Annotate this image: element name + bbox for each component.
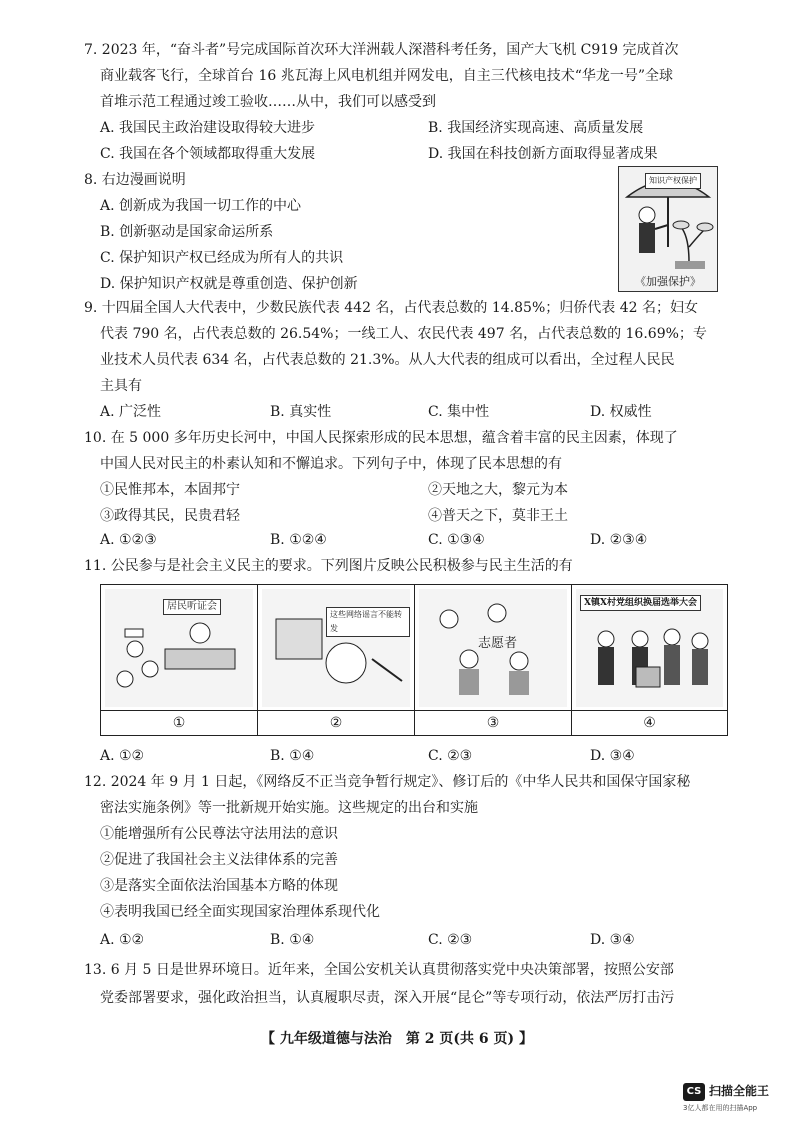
protection-cartoon [618, 166, 718, 292]
q11-picture-1 [101, 585, 258, 735]
q10-statement-4: ④普天之下，莫非王土 [428, 508, 568, 524]
q9-option-c: C. 集中性 [428, 404, 490, 420]
q12-option-b: B. ①④ [270, 932, 315, 948]
q12-statement-2: ②促进了我国社会主义法律体系的完善 [100, 852, 338, 868]
q12-line-1: 12. 2024 年 9 月 1 日起，《网络反不正当竞争暂行规定》、修订后的《中华人民共和国保守国家秘 [84, 774, 691, 790]
q7-line-2: 商业载客飞行，全球首台 16 兆瓦海上风电机组并网发电，自主三代核电技术“华龙一号”全球 [100, 68, 674, 84]
q8-stem: 8. 右边漫画说明 [84, 172, 186, 188]
q7-option-c: C. 我国在各个领域都取得重大发展 [100, 146, 316, 162]
q11-option-b: B. ①④ [270, 748, 315, 764]
q12-option-d: D. ③④ [590, 932, 635, 948]
picture-3-number: ③ [415, 710, 571, 735]
q7-line-3: 首堆示范工程通过竣工验收……从中，我们可以感受到 [100, 94, 436, 110]
picture-2-number: ② [258, 710, 414, 735]
q10-statement-1: ①民惟邦本，本固邦宁 [100, 482, 240, 498]
q11-picture-2 [258, 585, 415, 735]
q11-option-a: A. ①② [100, 748, 145, 764]
election-illustration [576, 589, 723, 707]
q8-option-b: B. 创新驱动是国家命运所系 [100, 224, 274, 240]
picture-1-number: ① [101, 710, 257, 735]
q7-line-1: 7. 2023 年，“奋斗者”号完成国际首次环大洋洲载人深潜科考任务，国产大飞机 C919 完成首次 [84, 42, 679, 58]
q8-option-d: D. 保护知识产权就是尊重创造、保护创新 [100, 276, 358, 292]
q12-line-2: 密法实施条例》等一批新规开始实施。这些规定的出台和实施 [100, 800, 478, 816]
q11-stem: 11. 公民参与是社会主义民主的要求。下列图片反映公民积极参与民主生活的有 [84, 558, 573, 574]
scanner-app-name: 扫描全能王 [709, 1084, 770, 1098]
q10-statement-2: ②天地之大，黎元为本 [428, 482, 568, 498]
q10-line-2: 中国人民对民主的朴素认知和不懈追求。下列句子中，体现了民本思想的有 [100, 456, 562, 472]
q9-line-4: 主具有 [100, 378, 142, 394]
q9-option-b: B. 真实性 [270, 404, 332, 420]
q10-line-1: 10. 在 5 000 多年历史长河中，中国人民探索形成的民本思想，蕴含着丰富的民主因素，体现了 [84, 430, 678, 446]
q7-option-a: A. 我国民主政治建设取得较大进步 [100, 120, 316, 136]
q11-option-c: C. ②③ [428, 748, 473, 764]
q11-picture-table [100, 584, 728, 736]
hearing-illustration [105, 589, 253, 707]
q8-option-c: C. 保护知识产权已经成为所有人的共识 [100, 250, 344, 266]
q12-statement-1: ①能增强所有公民尊法守法用法的意识 [100, 826, 338, 842]
q9-line-3: 业技术人员代表 634 名，占代表总数的 21.3%。从人大代表的组成可以看出，全过程人民民 [100, 352, 675, 368]
q8-option-a: A. 创新成为我国一切工作的中心 [100, 198, 302, 214]
q9-option-d: D. 权威性 [590, 404, 652, 420]
cartoon-umbrella-label: 知识产权保护 [645, 173, 701, 189]
q10-option-b: B. ①②④ [270, 532, 327, 548]
q11-option-d: D. ③④ [590, 748, 635, 764]
page-footer: 【 九年级道德与法治 第 2 页(共 6 页) 】 [261, 1031, 533, 1047]
q12-option-c: C. ②③ [428, 932, 473, 948]
q12-statement-4: ④表明我国已经全面实现国家治理体系现代化 [100, 904, 380, 920]
picture-2-label: 这些网络谣言不能转发 [326, 607, 410, 637]
q9-line-1: 9. 十四届全国人大代表中，少数民族代表 442 名，占代表总数的 14.85%；归侨代表 42 名；妇女 [84, 300, 698, 316]
q11-picture-3 [415, 585, 572, 735]
picture-3-label: 志愿者 [478, 636, 518, 651]
q13-line-2: 党委部署要求，强化政治担当，认真履职尽责，深入开展“昆仑”等专项行动，依法严厉打击污 [100, 990, 675, 1006]
q12-option-a: A. ①② [100, 932, 145, 948]
q9-line-2: 代表 790 名，占代表总数的 26.54%；一线工人、农民代表 497 名，占代表总数的 16.69%；专 [100, 326, 707, 342]
picture-1-label: 居民听证会 [163, 599, 221, 615]
q10-statement-3: ③政得其民，民贵君轻 [100, 508, 240, 524]
q11-picture-4 [572, 585, 727, 735]
picture-4-label: X镇X村党组织换届选举大会 [580, 595, 701, 611]
q7-option-d: D. 我国在科技创新方面取得显著成果 [428, 146, 658, 162]
q10-option-a: A. ①②③ [100, 532, 157, 548]
internet-rumor-illustration [262, 589, 410, 707]
cartoon-caption: 《加强保护》 [635, 275, 701, 288]
q7-option-b: B. 我国经济实现高速、高质量发展 [428, 120, 644, 136]
scanner-logo-icon: CS [683, 1083, 705, 1101]
q13-line-1: 13. 6 月 5 日是世界环境日。近年来，全国公安机关认真贯彻落实党中央决策部署，按照公安部 [84, 962, 674, 978]
q10-option-d: D. ②③④ [590, 532, 648, 548]
q9-option-a: A. 广泛性 [100, 404, 162, 420]
q12-statement-3: ③是落实全面依法治国基本方略的体现 [100, 878, 338, 894]
picture-4-number: ④ [572, 710, 727, 735]
volunteer-illustration [419, 589, 567, 707]
scanner-tagline: 3亿人都在用的扫描App [683, 1104, 758, 1112]
q10-option-c: C. ①③④ [428, 532, 485, 548]
